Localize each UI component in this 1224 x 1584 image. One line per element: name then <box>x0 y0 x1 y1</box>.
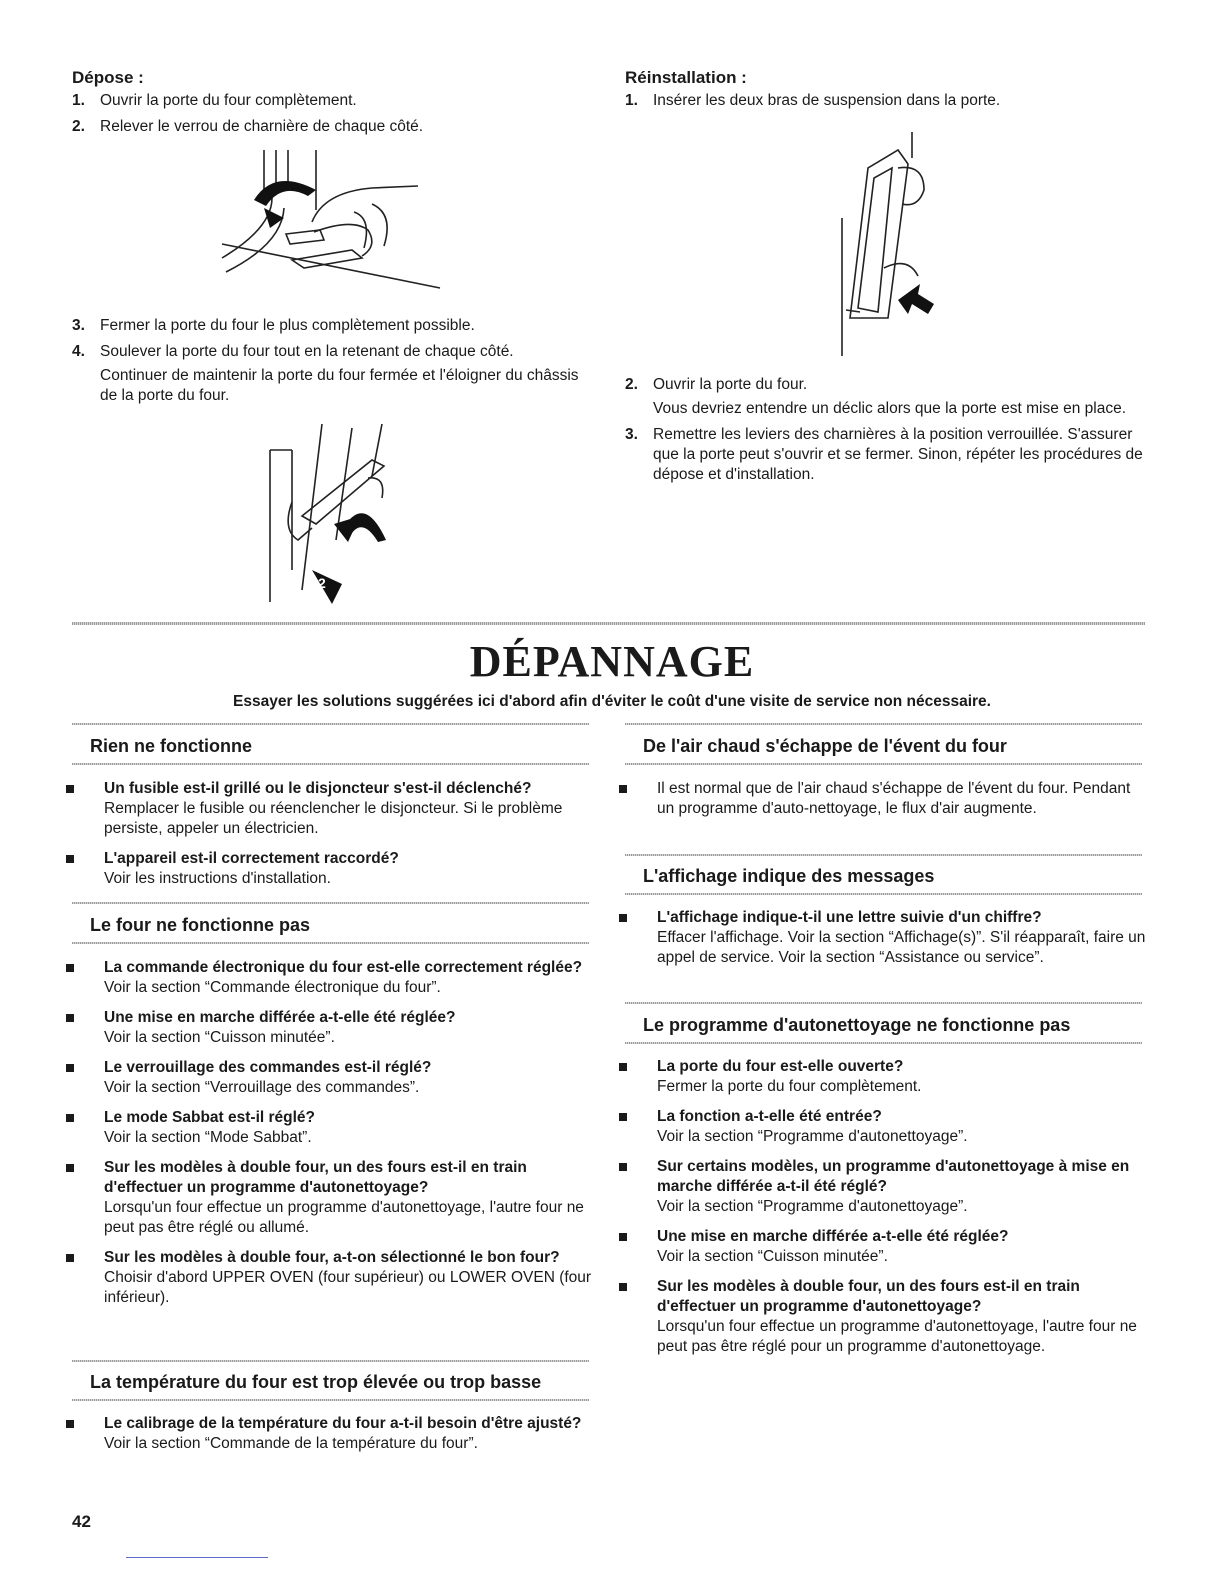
answer-text: Voir la section “Programme d'autonettoyage”. <box>657 1128 968 1145</box>
subsection-rule <box>72 1360 589 1362</box>
answer-text: Voir la section “Programme d'autonettoyage”. <box>657 1198 968 1215</box>
question-text: L'affichage indique-t-il une lettre suivie d'un chiffre? <box>657 909 1042 926</box>
bullet-icon <box>66 964 74 972</box>
bullet-icon <box>66 1254 74 1262</box>
depose-step <box>72 91 592 111</box>
question-text: L'appareil est-il correctement raccordé? <box>104 850 399 867</box>
bullet-icon <box>619 1163 627 1171</box>
question-text: Une mise en marche différée a-t-elle été réglée? <box>104 1009 456 1026</box>
bullet-icon <box>619 785 627 793</box>
bullet-icon <box>619 1113 627 1121</box>
door-insert-drawing <box>828 128 938 360</box>
step-number: 4. <box>72 343 85 360</box>
subsection-rule <box>625 1042 1142 1044</box>
step-text: Ouvrir la porte du four. <box>653 376 808 393</box>
question-text: Sur les modèles à double four, a-t-on sélectionné le bon four? <box>104 1249 560 1266</box>
depose-step <box>72 342 592 406</box>
question-text: Sur certains modèles, un programme d'autonettoyage à mise en marche différée a-t-il été réglé? <box>657 1158 1130 1195</box>
step-number: 1. <box>625 92 638 109</box>
list-item <box>66 849 596 889</box>
subsection-rule <box>625 723 1142 725</box>
step-number: 1. <box>72 92 85 109</box>
page-title: DÉPANNAGE <box>469 637 755 686</box>
question-text: La porte du four est-elle ouverte? <box>657 1058 904 1075</box>
answer-text: Voir les instructions d'installation. <box>104 870 331 887</box>
pull-arrow-icon <box>312 570 342 604</box>
list-item <box>619 1157 1147 1217</box>
subsection-rule <box>72 902 589 904</box>
arrow-label-2: 2 <box>318 575 326 591</box>
answer-text: Fermer la porte du four complètement. <box>657 1078 922 1095</box>
bullet-icon <box>619 1233 627 1241</box>
bullet-icon <box>66 1420 74 1428</box>
list-item <box>66 1008 596 1048</box>
section-divider <box>72 622 1145 625</box>
question-text: Le mode Sabbat est-il réglé? <box>104 1109 316 1126</box>
list-item <box>66 779 596 839</box>
step-text: Insérer les deux bras de suspension dans la porte. <box>653 92 1001 109</box>
bullet-icon <box>66 1164 74 1172</box>
reinstallation-section <box>625 68 1145 117</box>
section-title: De l'air chaud s'échappe de l'évent du four <box>643 736 1007 756</box>
list-item <box>619 779 1147 819</box>
reinstallation-step <box>625 375 1145 419</box>
list-item <box>619 1107 1147 1147</box>
troubleshooting-list <box>66 958 596 1318</box>
insert-arrow-icon <box>898 284 934 314</box>
reinstallation-step <box>625 91 1145 111</box>
step-number: 2. <box>72 118 85 135</box>
subsection-rule <box>72 763 589 765</box>
subsection-rule <box>72 942 589 944</box>
question-text: Une mise en marche différée a-t-elle été réglée? <box>657 1228 1009 1245</box>
subsection-rule <box>625 893 1142 895</box>
depose-heading: Dépose : <box>72 68 144 87</box>
arrow-label-1: 1 <box>368 539 377 556</box>
list-item <box>66 1248 596 1308</box>
section-title: La température du four est trop élevée ou trop basse <box>90 1372 542 1392</box>
question-text: La fonction a-t-elle été entrée? <box>657 1108 882 1125</box>
list-item <box>619 1227 1147 1267</box>
subsection-rule <box>625 763 1142 765</box>
question-text: Sur les modèles à double four, un des fours est-il en train d'effectuer un programme d'autonettoyage? <box>657 1278 1080 1315</box>
answer-text: Voir la section “Commande électronique du four”. <box>104 979 441 996</box>
section-title: Rien ne fonctionne <box>90 736 252 756</box>
answer-text: Choisir d'abord UPPER OVEN (four supérieur) ou LOWER OVEN (four inférieur). <box>104 1269 592 1306</box>
subsection-rule <box>72 1399 589 1401</box>
step-text: Soulever la porte du four tout en la retenant de chaque côté. <box>100 343 514 360</box>
bullet-icon <box>66 855 74 863</box>
troubleshooting-list <box>619 1057 1147 1367</box>
answer-text: Voir la section “Mode Sabbat”. <box>104 1129 312 1146</box>
hinge-latch-illustration <box>212 148 452 298</box>
answer-text: Voir la section “Commande de la température du four”. <box>104 1435 478 1452</box>
reinstallation-step <box>625 425 1145 485</box>
section-title: Le programme d'autonettoyage ne fonctionne pas <box>643 1015 1071 1035</box>
list-item <box>66 1414 596 1454</box>
step-number: 2. <box>625 376 638 393</box>
answer-text: Lorsqu'un four effectue un programme d'autonettoyage, l'autre four ne peut pas être réglé ou allumé. <box>104 1199 584 1236</box>
section-title: Le four ne fonctionne pas <box>90 915 311 935</box>
step-text: Ouvrir la porte du four complètement. <box>100 92 357 109</box>
list-item <box>66 1058 596 1098</box>
question-text: Sur les modèles à double four, un des fours est-il en train d'effectuer un programme d'autonettoyage? <box>104 1159 527 1196</box>
door-insert-illustration <box>828 128 938 360</box>
question-text: Un fusible est-il grillé ou le disjoncteur s'est-il déclenché? <box>104 780 532 797</box>
troubleshooting-list <box>66 1414 596 1464</box>
bullet-icon <box>619 1283 627 1291</box>
step-extra-text: Continuer de maintenir la porte du four fermée et l'éloigner du châssis de la porte du four. <box>100 367 579 404</box>
step-text: Fermer la porte du four le plus complètement possible. <box>100 317 475 334</box>
answer-text: Voir la section “Verrouillage des commandes”. <box>104 1079 420 1096</box>
depose-step <box>72 316 592 336</box>
subsection-rule <box>625 854 1142 856</box>
answer-text: Effacer l'affichage. Voir la section “Affichage(s)”. S'il réapparaît, faire un appel de service. Voir la section “Assistance ou service”. <box>657 929 1146 966</box>
step-number: 3. <box>625 426 638 443</box>
troubleshooting-list <box>66 779 596 899</box>
reinstallation-heading: Réinstallation : <box>625 68 747 87</box>
depose-section-continued <box>72 316 592 412</box>
bullet-icon <box>66 1114 74 1122</box>
depose-section <box>72 68 592 143</box>
step-extra-text: Vous devriez entendre un déclic alors que la porte est mise en place. <box>653 400 1127 417</box>
subsection-rule <box>72 723 589 725</box>
troubleshooting-list <box>619 908 1147 978</box>
answer-text: Voir la section “Cuisson minutée”. <box>657 1248 888 1265</box>
subsection-rule <box>625 1002 1142 1004</box>
answer-text: Lorsqu'un four effectue un programme d'autonettoyage, l'autre four ne peut pas être réglé pour un programme d'autonettoyage. <box>657 1318 1137 1355</box>
bullet-icon <box>619 1063 627 1071</box>
question-text: La commande électronique du four est-elle correctement réglée? <box>104 959 583 976</box>
page-subtitle: Essayer les solutions suggérées ici d'abord afin d'éviter le coût d'une visite de service non nécessaire. <box>233 693 991 710</box>
question-text: Le calibrage de la température du four a-t-il besoin d'être ajusté? <box>104 1415 582 1432</box>
reinstallation-section-continued <box>625 375 1145 491</box>
bullet-icon <box>619 914 627 922</box>
list-item <box>66 1158 596 1238</box>
list-item <box>66 958 596 998</box>
list-item <box>66 1108 596 1148</box>
bullet-icon <box>66 1014 74 1022</box>
answer-text: Remplacer le fusible ou réenclencher le disjoncteur. Si le problème persiste, appeler un électricien. <box>104 800 563 837</box>
answer-text: Voir la section “Cuisson minutée”. <box>104 1029 335 1046</box>
list-item <box>619 908 1147 968</box>
troubleshooting-list <box>619 779 1147 829</box>
list-item <box>619 1277 1147 1357</box>
hinge-latch-drawing <box>212 148 452 298</box>
section-title: L'affichage indique des messages <box>643 866 935 886</box>
door-removal-illustration <box>262 420 412 610</box>
question-text: Le verrouillage des commandes est-il réglé? <box>104 1059 432 1076</box>
page-number: 42 <box>72 1512 91 1531</box>
footer-line <box>126 1557 268 1558</box>
answer-text: Il est normal que de l'air chaud s'échappe de l'évent du four. Pendant un programme d'auto-nettoyage, le flux d'air augmente. <box>657 780 1131 817</box>
list-item <box>619 1057 1147 1097</box>
depose-step <box>72 117 592 137</box>
step-text: Relever le verrou de charnière de chaque côté. <box>100 118 424 135</box>
step-number: 3. <box>72 317 85 334</box>
bullet-icon <box>66 1064 74 1072</box>
step-text: Remettre les leviers des charnières à la position verrouillée. S'assurer que la porte peut s'ouvrir et se fermer. Sinon, répéter les procédures de dépose et d'installation. <box>653 426 1143 483</box>
bullet-icon <box>66 785 74 793</box>
door-removal-drawing <box>262 420 412 610</box>
